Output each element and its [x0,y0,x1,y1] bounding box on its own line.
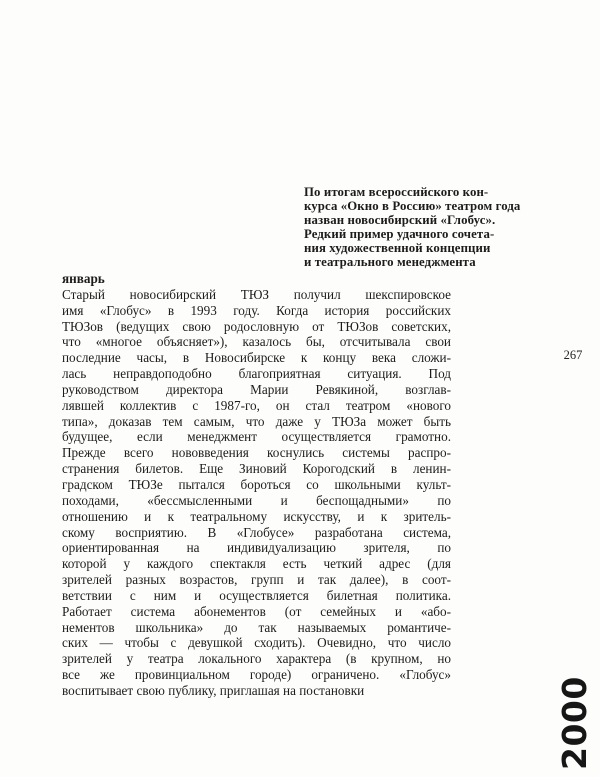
paragraph-line: градском ТЮЗе пытался бороться со школьными культ- [62,476,451,492]
paragraph-line: нементов школьника» до так называемых романтиче- [62,619,451,635]
paragraph-line: воспитывает свою публику, приглашая на постановки [62,682,365,698]
paragraph-line: последние часы, в Новосибирске к концу века сложи- [62,350,451,366]
paragraph-line: скому восприятию. В «Глобусе» разработана система, [62,524,451,540]
paragraph [62,287,451,699]
paragraph-line: странения билетов. Еще Зиновий Корогодский в ленин- [62,461,451,477]
paragraph-line: зрителей у театра локального характера (в крупном, но [62,651,451,667]
paragraph-line: которой у каждого спектакля есть четкий адрес (для [62,556,451,572]
paragraph-line: руководством директора Марии Ревякиной, возглав- [62,381,451,397]
annotation-line: Редкий пример удачного сочета- [304,226,495,241]
paragraph-line: Работает система абонементов (от семейных и «або- [62,603,451,619]
paragraph-line: типа», доказав тем самым, что даже у ТЮЗа может быть [62,413,451,429]
article-body [62,271,451,699]
page-number: 267 [563,348,583,362]
paragraph-line: имя «Глобус» в 1993 году. Когда история российских [62,302,451,318]
annotation-line: и театрального менеджмента [304,254,476,269]
paragraph-line: что «многое объясняет»), казалось бы, отсчитывала свои [62,334,451,350]
paragraph-line: будущее, если менеджмент осуществляется грамотно. [62,429,451,445]
paragraph-line: Прежде всего нововведения коснулись системы распро- [62,445,451,461]
annotation-line: курса «Окно в Россию» театром года [304,198,521,213]
paragraph-line: ориентированная на индивидуализацию зрителя, по [62,540,451,556]
paragraph-line: ТЮЗов (ведущих свою родословную от ТЮЗов советских, [62,318,451,334]
paragraph-line: ских — чтобы с девушкой сходить). Очевидно, что число [62,635,451,651]
paragraph-line: Старый новосибирский ТЮЗ получил шекспировское [62,286,451,302]
paragraph-line: зрителей разных возрастов, групп и так далее), в соот- [62,572,451,588]
paragraph-line: отношению и к театральному искусству, и к зритель- [62,508,451,524]
paragraph-line: ветствии с ним и осуществляется билетная политика. [62,587,451,603]
annotation-line: По итогам всероссийского кон- [304,185,489,199]
paragraph-line: все же провинциальном городе) ограничено. «Глобус» [62,667,451,683]
year-marker: 2000 [555,676,594,770]
annotation-line: ния художественной концепции [304,240,491,255]
paragraph-line: лась неправдоподобно благоприятная ситуация. Под [62,366,451,382]
month-heading: январь [62,271,105,286]
paragraph-line: походами, «бессмысленными и беспощадными» по [62,492,451,508]
paragraph-line: лявшей коллектив с 1987-го, он стал театром «нового [62,397,451,413]
annotation-line: назван новосибирский «Глобус». [304,212,496,227]
annotation-block [304,186,544,269]
